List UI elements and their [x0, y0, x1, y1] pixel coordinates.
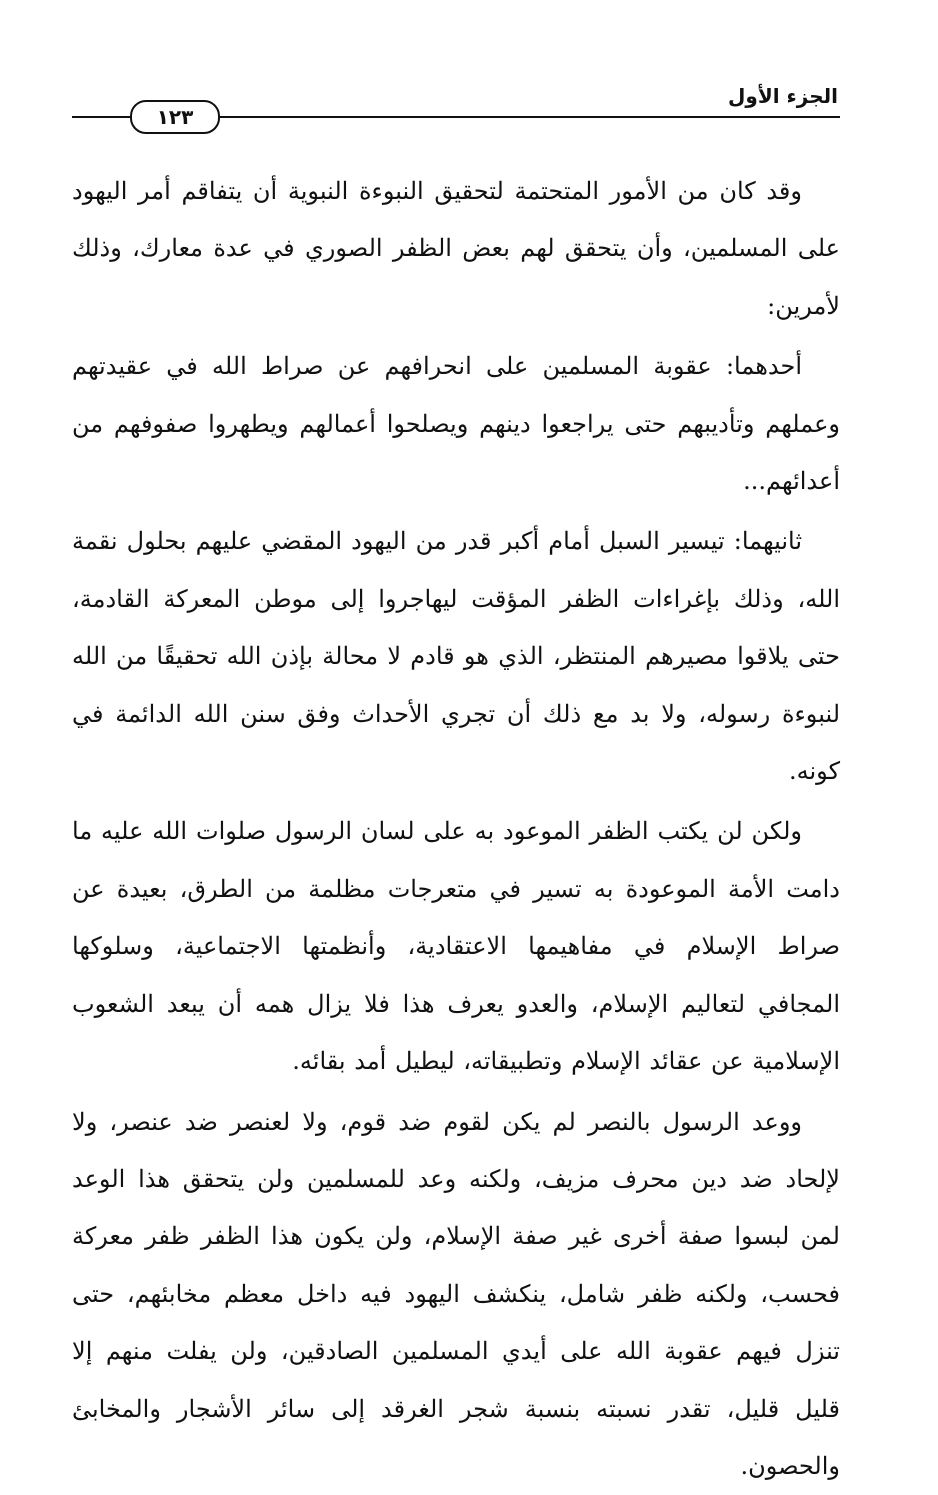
paragraph-first-reason: أحدهما: عقوبة المسلمين على انحرافهم عن صراط الله في عقيدتهم وعملهم وتأديبهم حتى يراجعوا دينهم ويصلحوا أعمالهم ويطهروا صفوفهم من أعدائهم...	[72, 338, 840, 510]
paragraph-intro: وقد كان من الأمور المتحتمة لتحقيق النبوءة النبوية أن يتفاقم أمر اليهود على المسلمين، وأن يتحقق لهم بعض الظفر الصوري في عدة معارك، وذلك لأمرين:	[72, 163, 840, 335]
running-title: الجزء الأول	[728, 84, 838, 108]
paragraph-condition: ولكن لن يكتب الظفر الموعود به على لسان الرسول صلوات الله عليه ما دامت الأمة الموعودة به تسير في متعرجات مظلمة من الطرق، بعيدة عن صراط الإسلام في مفاهيمها الاعتقادية، وأنظمتها الاجتماعية، وسلوكها المجافي لتعاليم الإسلام، والعدو يعرف هذا فلا يزال همه أن يبعد الشعوب الإسلامية عن عقائد الإسلام وتطبيقاته، ليطيل أمد بقائه.	[72, 803, 840, 1090]
paragraph-promise: ووعد الرسول بالنصر لم يكن لقوم ضد قوم، ولا لعنصر ضد عنصر، ولا لإلحاد ضد دين محرف مزيف، ولكنه وعد للمسلمين ولن يتحقق هذا الوعد لمن لبسوا صفة أخرى غير صفة الإسلام، ولن يكون هذا الظفر ظفر معركة فحسب، ولكنه ظفر شامل، ينكشف اليهود فيه داخل معظم مخابئهم، حتى تنزل فيهم عقوبة الله على أيدي المسلمين الصادقين، ولن يفلت منهم إلا قليل قليل، تقدر نسبته بنسبة شجر الغرقد إلى سائر الأشجار والمخابئ والحصون.	[72, 1094, 840, 1495]
paragraph-second-reason: ثانيهما: تيسير السبل أمام أكبر قدر من اليهود المقضي عليهم بحلول نقمة الله، وذلك بإغراءات الظفر المؤقت ليهاجروا إلى موطن المعركة القادمة، حتى يلاقوا مصيرهم المنتظر، الذي هو قادم لا محالة بإذن الله تحقيقًا من الله لنبوءة رسوله، ولا بد مع ذلك أن تجري الأحداث وفق سنن الله الدائمة في كونه.	[72, 513, 840, 800]
text-body	[72, 163, 840, 1495]
page-number: ١٢٣	[130, 100, 220, 134]
